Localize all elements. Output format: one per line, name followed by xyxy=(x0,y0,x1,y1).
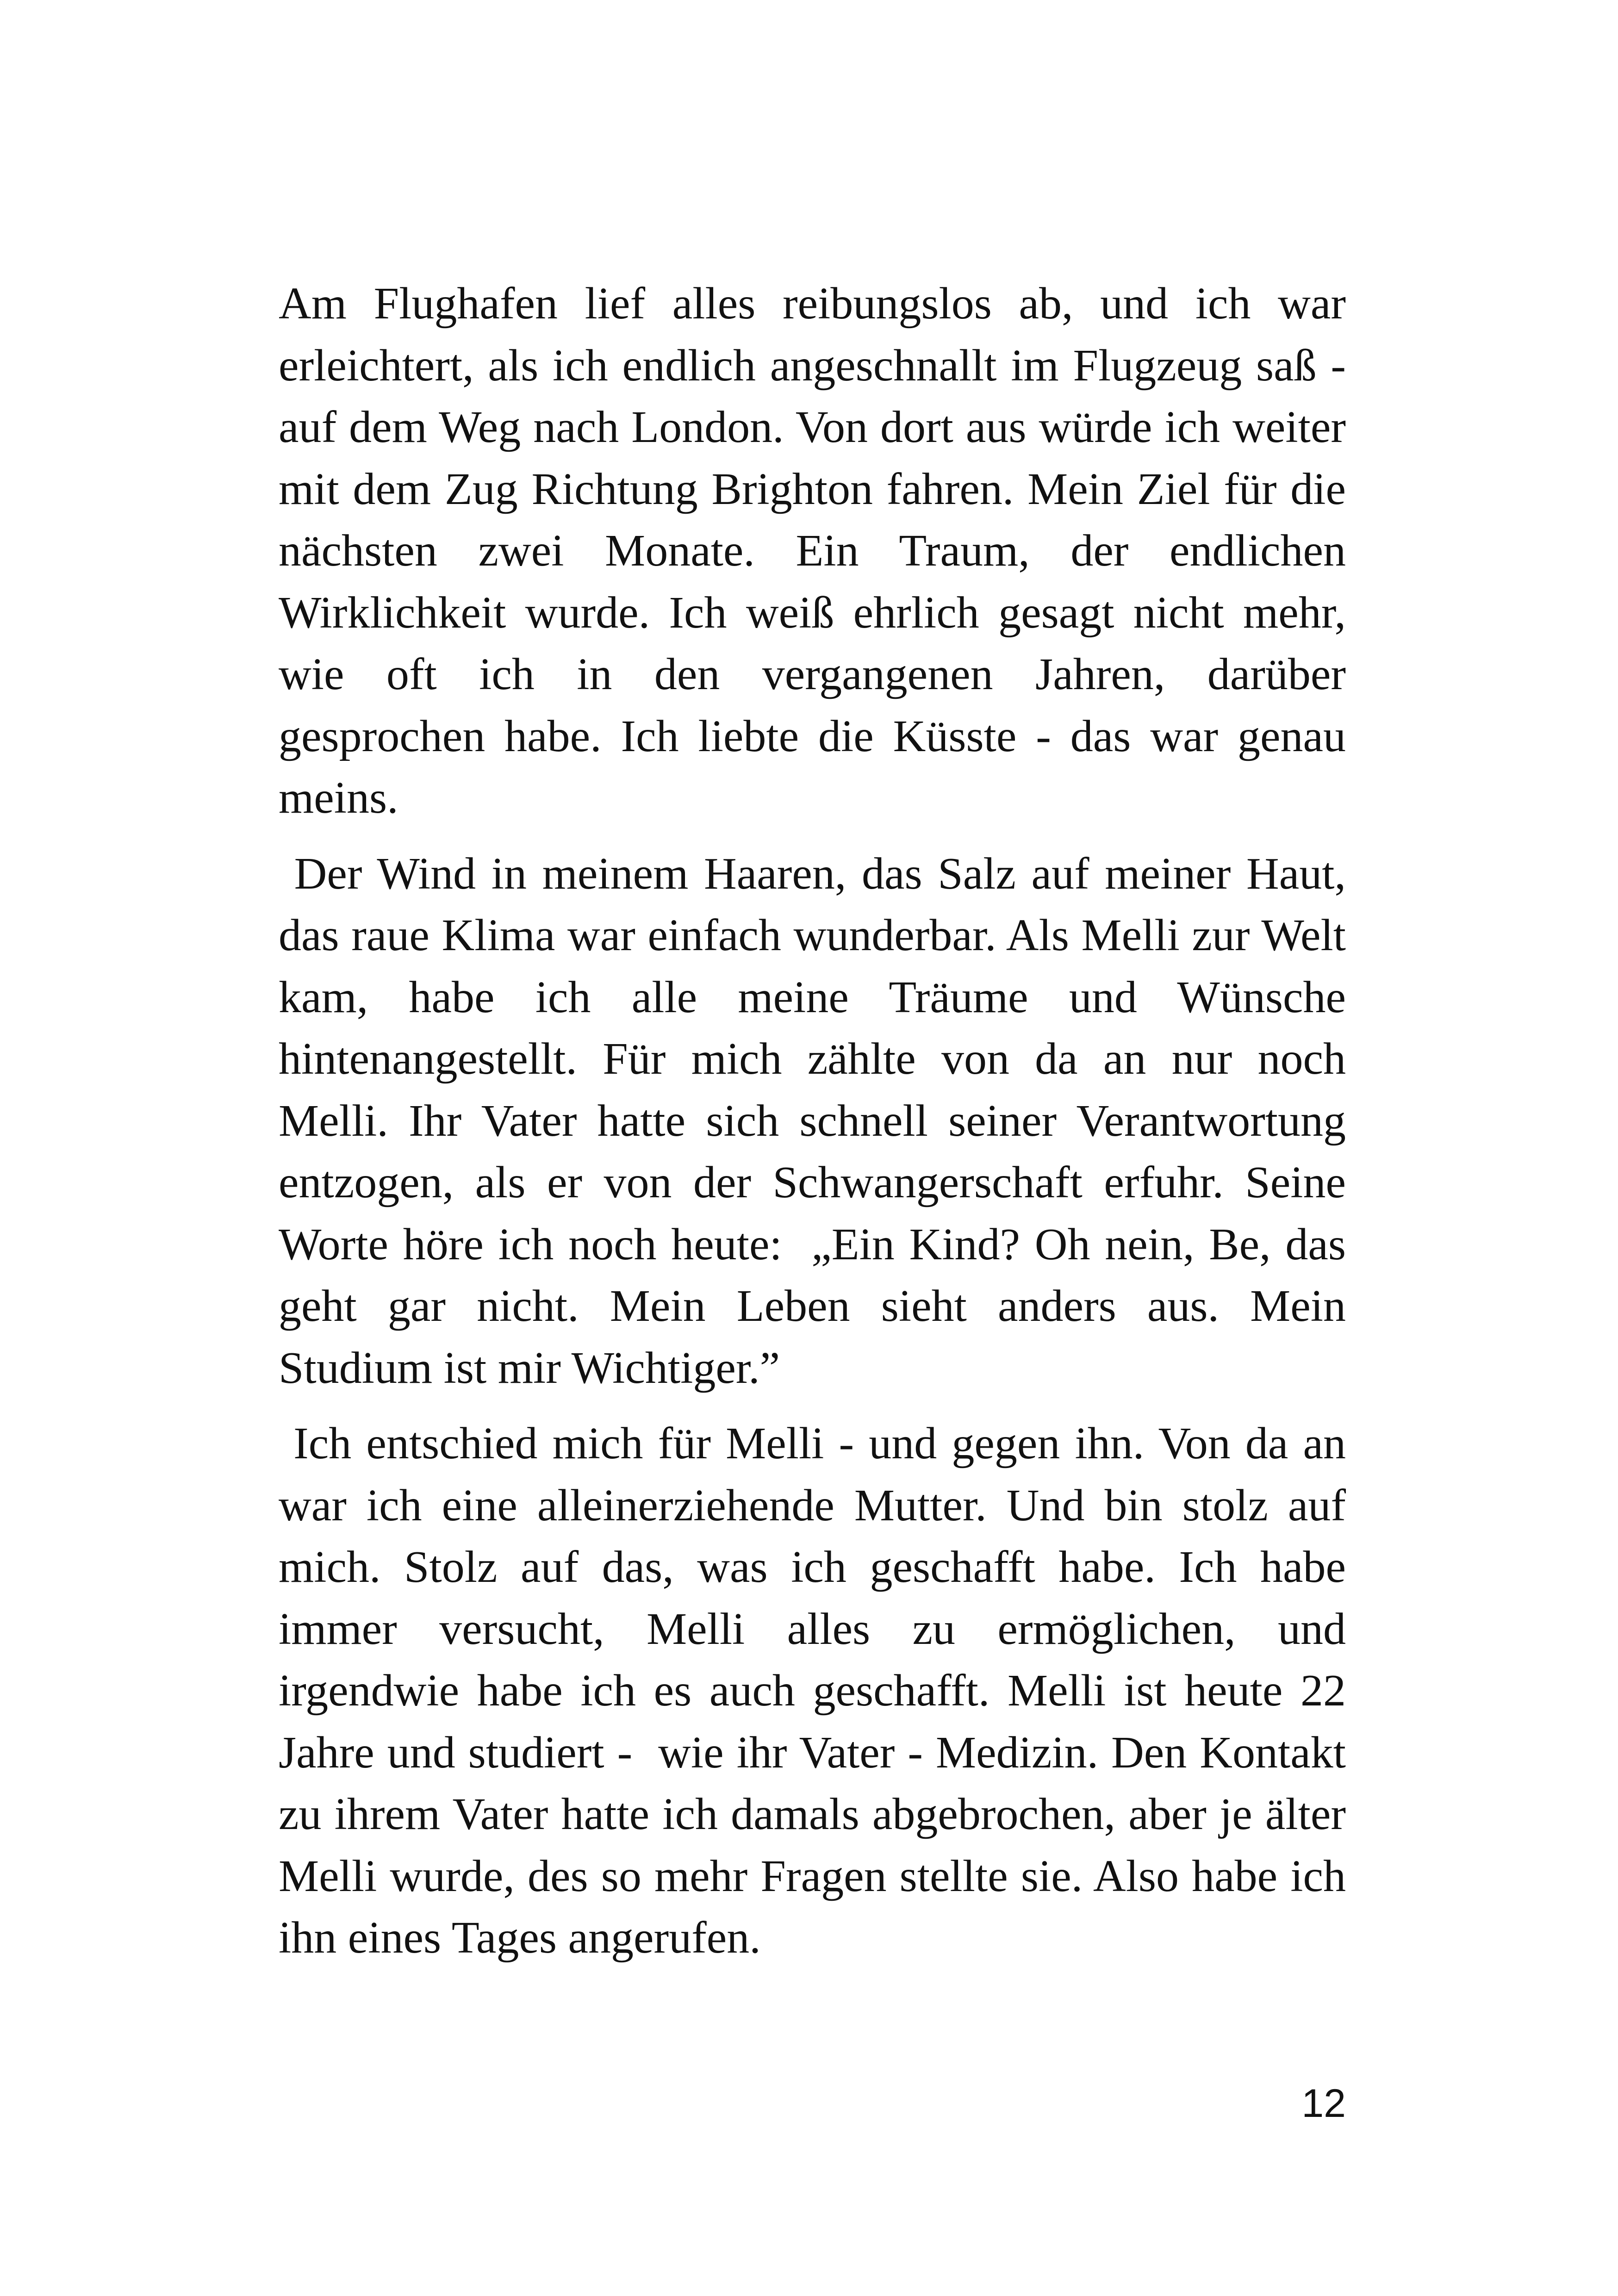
page-number: 12 xyxy=(1301,2081,1346,2126)
paragraph-1: Am Flughafen lief alles reibungslos ab, und ich war erleichtert, als ich endlich angeschnallt im Flugzeug saß - auf dem Weg nach London. Von dort aus würde ich weiter mit dem Zug Richtung Brighton fahren. Mein Ziel für die nächsten zwei Monate. Ein Traum, der endlichen Wirklichkeit wurde. Ich weiß ehrlich gesagt nicht mehr, wie oft ich in den vergangenen Jahren, darüber gesprochen habe. Ich liebte die Küsste - das war genau meins. xyxy=(279,279,1357,823)
body-text xyxy=(279,273,1357,1969)
paragraph-3: Ich entschied mich für Melli - und gegen ihn. Von da an war ich eine alleinerziehende Mutter. Und bin stolz auf mich. Stolz auf das, was ich geschafft habe. Ich habe immer versucht, Melli alles zu ermöglichen, und irgendwie habe ich es auch geschafft. Melli ist heute 22 Jahre und studiert - wie ihr Vater - Medizin. Den Kontakt zu ihrem Vater hatte ich damals abgebrochen, aber je älter Melli wurde, des so mehr Fragen stellte sie. Also habe ich ihn eines Tages angerufen. xyxy=(279,1419,1357,1963)
paragraph-2: Der Wind in meinem Haaren, das Salz auf meiner Haut, das raue Klima war einfach wunderbar. Als Melli zur Welt kam, habe ich alle meine Träume und Wünsche hintenangestellt. Für mich zählte von da an nur noch Melli. Ihr Vater hatte sich schnell seiner Verantwortung entzogen, als er von der Schwangerschaft erfuhr. Seine Worte höre ich noch heute: „Ein Kind? Oh nein, Be, das geht gar nicht. Mein Leben sieht anders aus. Mein Studium ist mir Wichtiger.” xyxy=(279,848,1357,1393)
